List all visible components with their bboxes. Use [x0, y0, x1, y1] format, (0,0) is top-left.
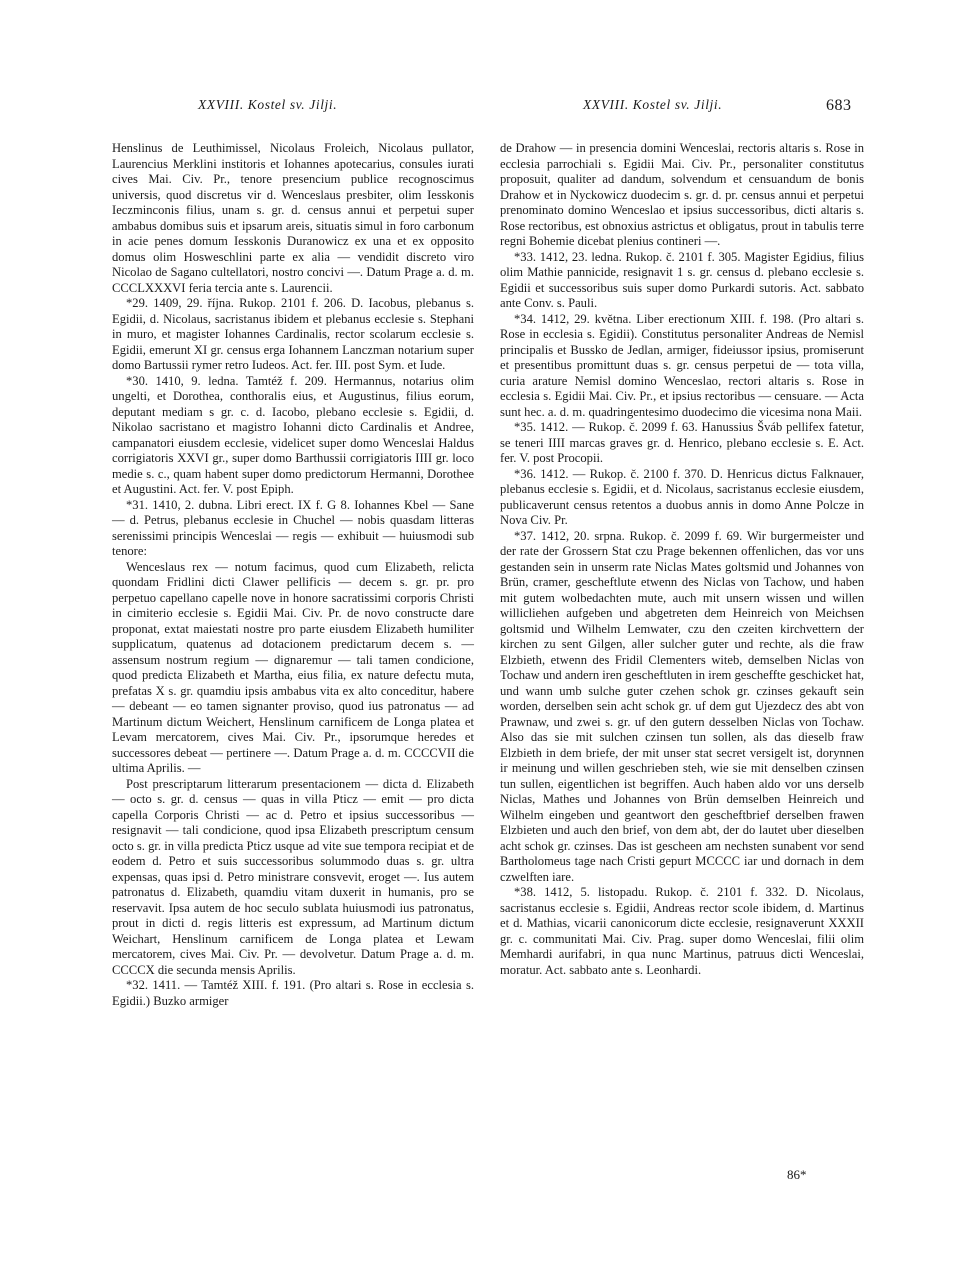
page-number: 683 — [826, 97, 852, 114]
paragraph: de Drahow — in presencia domini Wenceslai, rectoris altaris s. Rose in ecclesia parrochiali s. Egidii Mai. Civ. Pr., personaliter constitutus proposuit, qualiter ad dandum, solvendum et censuandum de bonis Drahow et in Nyckowicz duodecim s. gr. d. pr. census annui et perpetui prenominato domino Wenceslao et ipsius successoribus, dicti altaris s. Rose rectoribus, est obnoxius astrictus et obligatus, prout in tabulis terre regni Bohemie dicebat plenius contineri —. — [500, 141, 864, 248]
signature-mark: 86* — [787, 1167, 807, 1182]
paragraph: Henslinus de Leuthimissel, Nicolaus Froleich, Nicolaus pullator, Laurencius Merklini institoris et Iohannes apotecarius, consules iurati cives Mai. Civ. Pr., tenore presencium publice recognoscimus universis, quod discretus vir d. Wenceslaus presbiter, olim Iesskonis Ieczminconis filius, unam s. gr. d. census annui et perpetui super ambabus domibus suis et ipsarum areis, situatis simul in foro carbonum in acie penes domum Iesskonis Duranowicz ex una et ex opposito domus olim Hosweschlini parte ex alia — vendidit discreto viro Nicolao de Sagano cultellatori, nostro concivi —. Datum Prage a. d. m. CCCLXXXVI feria tercia ante s. Laurencii. — [112, 141, 474, 295]
entry-33: *33. 1412, 23. ledna. Rukop. č. 2101 f. 305. Magister Egidius, filius olim Mathie pannicide, resignavit 1 s. gr. census d. plebano ecclesie s. Egidii et successoribus suis super domo Purkardi sutoris. Act. sabbato ante Conv. s. Pauli. — [500, 249, 864, 310]
left-column — [112, 141, 474, 1009]
running-header-left: XXVIII. Kostel sv. Jilji. — [198, 97, 338, 112]
entry-38: *38. 1412, 5. listopadu. Rukop. č. 2101 f. 332. D. Nicolaus, sacristanus ecclesie s. Egidii, Andreas rector scole ibidem, d. Martinus et d. Mathias, vicarii canonicorum dicte ecclesie, resignaverunt XXXII gr. c. communitati Mai. Civ. Prag. super domo Wenceslai, filii olim Memhardi aurifabri, in qua nunc Martinus, patruus dicti Wenceslai, moratur. Act. sabbato ante s. Leonhardi. — [500, 885, 864, 977]
paragraph: Post prescriptarum litterarum presentacionem — dicta d. Elizabeth — octo s. gr. d. census — quas in villa Pticz — emit — pro dicta capella Corporis Christi — ac d. Petro et ipsius successoribus — resignavit — tali condicione, quod ipsa Elizabeth prescriptum censum octo s. gr. in villa predicta Pticz usque ad vite sue tempora recipiat et de eodem d. Petro et suis successoribus solummodo duas s. gr. ultra expensas, quas ipsi d. Petro ministrare consvevit, eroget —. Ius autem patronatus d. Elizabeth, quamdiu vitam duxerit in humanis, pro se reservavit. Ipsa autem de hoc seculo sublata huiusmodi ius patronatus, prout in dicti d. regis litteris est expressum, ad Martinum dictum Weichart, Henslinum carnificem de Longa platea et Lewam mercatorem, cives Mai. Civ. Pr. — devolvetur. Datum Prage a. d. m. CCCCX die secunda mensis Aprilis. — [112, 776, 474, 977]
entry-29: *29. 1409, 29. října. Rukop. 2101 f. 206. D. Iacobus, plebanus s. Egidii, d. Nicolaus, sacristanus ibidem et plebanus ecclesie s. Stephani in muro, et magister Iohannes Cardinalis, rector scolarum ecclesie s. Egidii, emerunt XI gr. census erga Iohannem Lanczman notarium super domo Bartussii rymer retro Iudeos. Act. fer. III. post Sym. et Iude. — [112, 296, 474, 372]
entry-37: *37. 1412, 20. srpna. Rukop. č. 2099 f. 69. Wir burgermeister und der rate der Grossern Stat czu Prage bekennen offenlichen, das vor uns gestanden sein in unserm rate Niclas Mates goltsmid und Johannes von Brün, cramer, gescheftlute etwenn des Niclas von Tachow, und haben mit gutem wolbedachten mute, auch mit unsern wissen und willen willicliehen aufgeben und abgetreten dem Heinreich von Meichsen goltsmid und Wilhelm Lemwater, czu den czeiten kirchvettern der kirchen zu sent Gilgen, aller sulcher guter und rechte, als die fraw Elzbieth, etwenn des Fridil Clementers witeb, demselben Niclas von Tochaw und andern iren gescheftluten in irem gescheffte geschicket hat, und wann umb sulche guter czehen schok gr. czinses gekauft sein worden, derselben sein acht schok gr. uf dem gut Ujezdecz des abt von Prawnaw, und zwei s. gr. uf den gutern desselben Niclas von Tochaw. Also das sie mit sulchen czinsen tun sollen, als das dieselb fraw Elzbieth in dem briefe, der mit unser stat secret versigelt ist, dorynnen ir meinung und willen geschrieben steh, wie sie mit denselben czinsen tun sullen, eigentlichen ist begriffen. Auch haben aldo vor uns derselb Niclas, Mathes und Johannes von Brün demselben Heinreich und Wilhelm eingeben und geantwort den gescheftbrief derselben frawen Elzbieten und auch den brief, von dem abt, der do lautet uber dieselben acht schok gr. czinses. Das ist gescheen am nechsten sunabent vor send Bartholomeus tage nach Cristi gepurt MCCCC iar und dornach in dem czwelften iare. — [500, 528, 864, 884]
entry-36: *36. 1412. — Rukop. č. 2100 f. 370. D. Henricus dictus Falknauer, plebanus ecclesie s. Egidii, et d. Nicolaus, sacristanus ecclesie eiusdem, publicaverunt census retentos a duobus annis in domo Anne Polcze in Nova Civ. Pr. — [500, 466, 864, 527]
entry-30: *30. 1410, 9. ledna. Tamtéž f. 209. Hermannus, notarius olim ungelti, et Dorothea, conthoralis eius, et Augustinus, filius eorum, deputant mediam s gr. c. d. Iacobo, plebano ecclesie s. Egidii, d. Nikolao sacristano et magistro Iohanni dicto Cardinalis et Andree, campanatori eiusdem ecclesie, videlicet super domo Wenceslai Haldus corrigiatoris XXVI gr., super domo Barthussii corrigiatoris IIII gr. loco medie s. c., quam habent super domo predictorum Hermanni, Dorothee et Augustini. Act. fer. V. post Epiph. — [112, 373, 474, 496]
entry-35: *35. 1412. — Rukop. č. 2099 f. 63. Hanussius Šváb pellifex fatetur, se teneri IIII marcas graves gr. d. Henrico, plebano ecclesie s. E. Act. fer. V. post Procopii. — [500, 420, 864, 465]
entry-34: *34. 1412, 29. května. Liber erectionum XIII. f. 198. (Pro altari s. Rose in ecclesia s. Egidii). Constitutus personaliter Andreas de Nemisl principalis et Bussko de Jedlan, armiger, fideiussor ipsius, promiserunt et presentibus promittunt duas s. gr. census perpetui de — tota villa, curia arature Nemisl domino Wenceslao, rectori altaris s. Rose in ecclesia s. Egidii Mai. Civ. Pr., et ipsius rectoribus — censuare. — Acta sunt hec. a. d. m. quadringentesimo duodecimo die vicesima nona Maii. — [500, 311, 864, 419]
entry-31: *31. 1410, 2. dubna. Libri erect. IX f. G 8. Iohannes Kbel — Sane — d. Petrus, plebanus ecclesie in Chuchel — nobis quasdam litteras serenissimi principis Wenceslai — regis — exhibuit — huiusmodi sub tenore: — [112, 497, 474, 558]
running-header-right: XXVIII. Kostel sv. Jilji. — [583, 97, 723, 112]
right-column — [500, 141, 864, 978]
entry-32: *32. 1411. — Tamtéž XIII. f. 191. (Pro altari s. Rose in ecclesia s. Egidii.) Buzko armiger — [112, 978, 474, 1008]
paragraph: Wenceslaus rex — notum facimus, quod cum Elizabeth, relicta quondam Fridlini dicti Clawer pellificis — decem s. gr. pr. pro perpetuo capellano capelle nove in honore sacratissimi corporis Christi in cimiterio ecclesie s. Egidii Mai. Civ. Pr. de novo constructe dare proponat, extat maiestati nostre pro parte eiusdem Elizabeth humiliter supplicatum, quatenus ad dotacionem predictarum decem s. — assensum nostrum regium — dignaremur — tali tamen condicione, quod predicta Elizabeth et Martha, eius filia, ex nature defectu muta, prefatas X s. gr. quamdiu ipsis ambabus vita ex alto conceditur, habere — debeant — eo tamen signanter proviso, quod ius patronatus — ad Martinum dictum Weichert, Henslinum carnificem de Longa platea et Levam mercatorem, cives Mai. Civ. Pr., ipsorumque heredes et successores debeat — pertinere —. Datum Prage a. d. m. CCCCVII die ultima Aprilis. — — [112, 559, 474, 775]
